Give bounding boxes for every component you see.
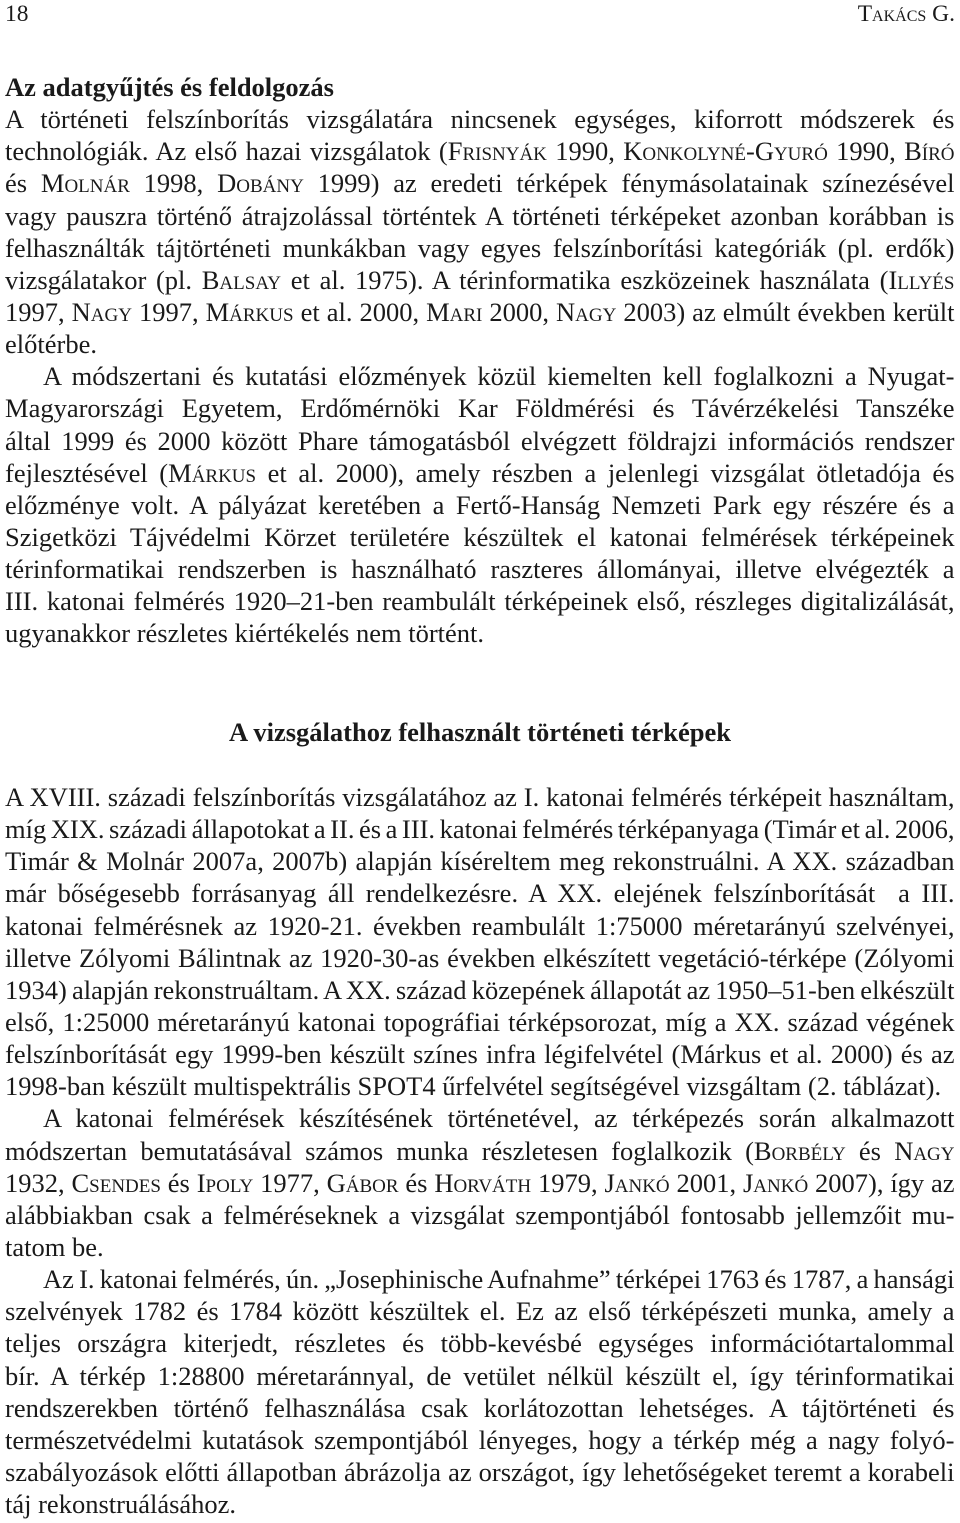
text-line [5,1006,955,1038]
text-line-content [5,168,955,198]
text-line [5,1102,955,1134]
running-header [5,0,955,28]
text-line-content [5,329,97,359]
text-run: és [845,1135,895,1166]
text-run: Szigetközi Tájvédelmi Körzet területére készültek el katonai felmérések térképeinek [5,521,955,552]
text-run: vizsgálatakor (pl. [5,264,202,295]
text-line-content [5,846,955,876]
text-run: ugyanakkor részletes kiértékelés nem történt. [5,618,485,649]
text-line-content [5,201,955,231]
text-run: és [160,1167,197,1198]
text-run: és [398,1167,435,1198]
author-name: Nagy [556,297,617,327]
text-line-content [5,814,955,844]
author-name: Gábor [326,1167,399,1198]
text-line [5,200,955,232]
author-name: Nagy [894,1135,955,1166]
text-run: szabályozások előtti állapotban ábrázolja az országot, így lehetőségeket teremt a korabeli [5,1456,955,1487]
text-line-content [5,1007,955,1037]
text-line [5,425,955,457]
text-line [5,360,955,392]
text-run: rendszerekben történő felhasználása csak korlátozottan lehetséges. A tájtörténeti és [5,1392,955,1423]
text-line [5,617,955,649]
text-line-content [5,265,954,295]
text-line-content [5,1296,955,1326]
text-run: fejlesztésével ( [5,457,169,488]
text-line [5,845,955,877]
text-line-content [5,943,955,973]
text-line-content [5,1457,955,1487]
text-run: 1932, [5,1167,72,1198]
text-run: bír. A térkép 1:28800 méretaránnyal, de vetület nélkül készült el, így térinformatikai [5,1360,955,1391]
text-run: első, 1:25000 méretarányú katonai topográfiai térképsorozat, míg a XX. század végének [5,1006,955,1037]
text-line [5,232,955,264]
text-run: 2001, [669,1167,743,1198]
text-line-content [5,1425,955,1455]
text-line-content [5,458,955,488]
text-run: 1997, [131,297,206,327]
text-line [5,1295,955,1327]
section-body [5,781,955,1520]
text-run: illetve Zólyomi Bálintnak az 1920-30-as években elkészített vegetáció-térképe (Zólyomi [5,942,955,973]
text-line-content [5,1232,104,1262]
text-run: A XVIII. századi felszínborítás vizsgálatához az I. katonai felmérés térképeit használtam, [5,782,955,812]
text-line [5,1424,955,1456]
text-run: 1998-ban készült multispektrális SPOT4 űrfelvétel segítségével vizsgáltam (2. táblázat). [5,1071,942,1102]
text-run: technológiák. Az első hazai vizsgálatok ( [5,136,448,167]
text-run: A módszertani és kutatási előzmények közül kiemelten kell foglalkozni a Nyugat- [43,361,955,392]
text-line [5,328,955,360]
text-run: et al. 2000), amely részben a jelenlegi vizsgálat ötletadója és [256,457,955,488]
text-run: már bőségesebb forrásanyag áll rendelkezésre. A XX. elejének felszínborítását a III. [5,878,955,909]
text-line-content [5,136,955,166]
text-line [5,910,955,942]
text-run: 1990, [546,136,624,167]
text-run: szelvények 1782 és 1784 között készültek el. Ez az első térképészeti munka, amely a [5,1296,955,1327]
text-run: 2003) az elmúlt években került [616,297,955,327]
text-line [5,1135,955,1167]
text-line [5,813,955,845]
text-line-content [5,1361,955,1391]
text-line-content [43,361,955,391]
text-run: A történeti felszínborítás vizsgálatára nincsenek egységes, kiforrott módszerek és [5,104,955,135]
text-line [5,392,955,424]
author-name: Jankó [604,1167,670,1198]
text-line-content [5,522,955,552]
text-line [5,1263,955,1295]
text-line [5,1167,955,1199]
text-run: felszínborítását egy 1999-ben készült színes infra légifelvétel (Márkus et al. 2000) és az [5,1039,955,1070]
section-heading: Az adatgyűjtés és feldolgozás [5,72,334,102]
author-name: Nagy [71,297,132,327]
text-line [5,942,955,974]
paragraph [5,781,955,1102]
author-name: Jankó [742,1167,809,1198]
text-run: 1977, [253,1167,327,1198]
author-name: Konkolyné-Gyuró [623,136,828,167]
text-run: és [5,168,41,199]
text-run: előtérbe. [5,329,97,360]
paragraph [5,360,955,649]
text-run: et al. 1975). A térinformatika eszközeinek használata ( [281,264,889,295]
paragraph [5,1263,955,1520]
text-run: módszertan bemutatásával számos munka részletesen foglalkozik ( [5,1135,754,1166]
page-number: 18 [5,1,29,27]
text-line [5,135,955,167]
text-run: A katonai felmérések készítésének történetével, az térképezés során alkalmazott [43,1103,955,1134]
text-line-content [5,1489,236,1519]
text-run: 1999) az eredeti térképek fénymásolatainak színezésével [303,168,955,199]
text-run: 2007), így az [808,1167,955,1198]
author-name: Borbély [753,1135,846,1166]
text-line-content [5,490,955,520]
text-line [5,1327,955,1359]
author-name: Illyés [888,264,955,295]
text-line-content [5,233,955,263]
text-line-content [5,1200,955,1230]
text-run: alábbiakban csak a felméréseknek a vizsgálat szempontjából fontosabb jellemzőit mu- [5,1199,955,1230]
text-run: 1979, [531,1167,605,1198]
text-line-content [5,1136,955,1166]
author-name: Mari [426,297,483,327]
author-name: Márkus [205,297,294,327]
text-line [5,457,955,489]
author-name: Horváth [434,1167,532,1198]
text-line [5,489,955,521]
text-line-content [5,1393,955,1423]
text-line-content [5,554,955,584]
text-run: vagy pauszra történő átrajzolással történtek A történeti térképeket azonban korábban is [5,200,955,231]
text-line [5,1488,955,1520]
author-name: Dobány [217,168,304,199]
text-line [5,296,955,328]
section-data-collection [5,71,955,650]
text-line-content [5,297,955,327]
text-line [5,877,955,909]
text-run: katonai felmérésnek az 1920-21. években reambulált 1:75000 méretarányú szelvényei, [5,910,955,941]
text-run: 1990, [827,136,905,167]
text-line-content [5,104,955,134]
author-name: Balsay [201,264,282,295]
text-line [5,1392,955,1424]
text-line-content [5,878,955,908]
running-head-author: Takács G. [857,1,955,27]
author-name: Molnár [40,168,130,199]
paragraph [5,1102,955,1263]
author-name: Bíró [904,136,955,167]
text-line [5,553,955,585]
text-line-content [43,1264,955,1294]
text-run: III. katonai felmérés 1920–21-ben reambulált térképeinek első, részleges digitalizálását, [5,586,955,617]
author-name: Márkus [168,457,257,488]
text-line-content [5,1071,941,1101]
text-line [5,264,955,296]
text-run: felhasználták tájtörténeti munkákban vagy egyes felszínborítási kategóriák (pl. erdők) [5,232,955,263]
text-run: természetvédelmi kutatások szempontjából lényeges, hogy a térkép még a nagy folyó- [5,1424,955,1455]
text-line [5,585,955,617]
text-line-content [5,782,955,812]
text-line [5,1456,955,1488]
author-name: Frisnyák [447,136,547,167]
text-run: et al. 2000, [293,297,427,327]
text-line [5,1038,955,1070]
author-name: Ipoly [196,1167,254,1198]
text-run: Timár & Molnár 2007a, 2007b) alapján kíséreltem meg rekonstruálni. A XX. században [5,846,955,877]
text-run: 1998, [129,168,218,199]
text-line-content [5,393,955,423]
text-line [5,781,955,813]
text-line-content [5,426,955,456]
author-name: Csendes [71,1167,161,1198]
text-line-content [5,1168,955,1198]
text-run: előzménye volt. A pályázat keretében a Fertő-Hanság Nemzeti Park egy részére és a [5,489,955,520]
text-line-content [5,975,955,1005]
text-run: táj rekonstruálásához. [5,1489,237,1520]
text-run: teljes országra kiterjedt, részletes és több-kevésbé egységes információtartalommal [5,1328,955,1359]
text-line-content [5,911,955,941]
text-line-content [5,1039,955,1069]
text-line [5,1070,955,1102]
text-line [5,521,955,553]
text-run: által 1999 és 2000 között Phare támogatásból elvégzett földrajzi információs rendszer [5,425,955,456]
text-line-content [5,586,955,616]
text-line [5,1199,955,1231]
text-line [5,167,955,199]
text-run: térinformatikai rendszerben is használható raszteres állományai, illetve elvégezték a [5,554,955,585]
section-heading: A vizsgálathoz felhasznált történeti térképek [229,717,731,747]
text-run: 1934) alapján rekonstruáltam. A XX. század közepének állapotát az 1950–51-ben elkészült [5,974,955,1005]
text-line [5,103,955,135]
text-run: Magyarországi Egyetem, Erdőmérnöki Kar Földmérési és Távérzékelési Tanszéke [5,393,955,424]
text-line-content [43,1103,955,1133]
text-line [5,1231,955,1263]
text-run: Az I. katonai felmérés, ún. „Josephinische Aufnahme” térképei 1763 és 1787, a hansági [43,1264,955,1295]
text-run: míg XIX. századi állapotokat a II. és a III. katonai felmérés térképanyaga (Timár et al. 2006, [5,814,955,845]
paragraph [5,103,955,360]
text-line [5,1360,955,1392]
text-line [5,974,955,1006]
text-run: 2000, [482,297,557,327]
text-line-content [5,618,484,648]
text-run: 1997, [5,297,72,327]
text-line-content [5,1328,955,1358]
text-run: tatom be. [5,1231,104,1262]
